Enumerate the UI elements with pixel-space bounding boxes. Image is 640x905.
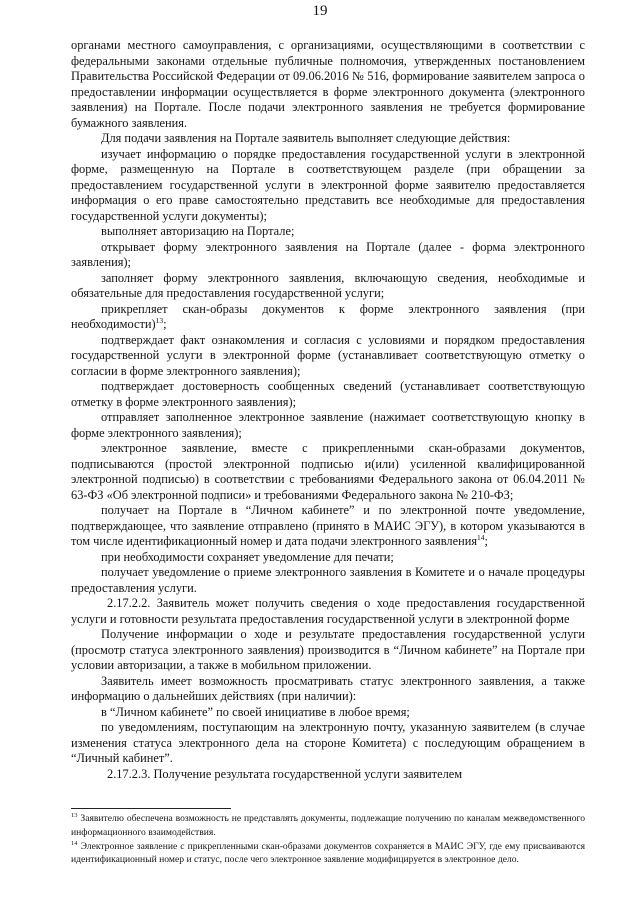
paragraph-text: получает на Портале в “Личном кабинете” и по электронной почте уведомление, подтверждающее, что заявление отправлено (принято в МАИС ЭГУ), в котором указываются в том числе идентификационный номер и дата подачи электронного заявления [71,503,585,548]
section-heading: 2.17.2.3. Получение результата государственной услуги заявителем [107,766,463,781]
paragraph: прикрепляет скан-образы документов к форме электронного заявления (при необходимости)$^{13}$; [71,301,585,331]
footnote-divider [71,808,231,809]
footnote-ref: 14 [477,532,485,542]
paragraph: получает уведомление о приеме электронного заявления в Комитете и о начале процедуры предоставления услуги. [71,565,585,595]
footnote [71,812,585,840]
footnote-number: 14 [71,839,78,847]
paragraph: электронное заявление, вместе с прикрепленными скан-образами документов, подписываются (простой электронной подписью и(или) усиленной квалифицированной электронной подписью) в соответствии с требованиями Федерального закона от 06.04.2011 № 63-ФЗ «Об электронной подписи» и требованиями Федерального закона № 210-ФЗ; [71,441,585,502]
footnote [71,840,585,868]
paragraph: выполняет авторизацию на Портале; [101,224,295,238]
paragraph: при необходимости сохраняет уведомление для печати; [101,549,394,564]
paragraph: Заявитель имеет возможность просматривать статус электронного заявления, а также информацию о дальнейших действиях (при наличии): [71,673,585,703]
paragraph-tail: ; [484,534,488,548]
paragraph: подтверждает факт ознакомления и согласия с условиями и порядком предоставления государственной услуги в электронной форме (устанавливает соответствующую отметку о согласии в форме электронного заявления); [71,332,585,378]
paragraph: в “Личном кабинете” по своей инициативе в любое время; [101,704,410,719]
paragraph: Для подачи заявления на Портале заявитель выполняет следующие действия: [101,131,511,145]
footnote-text: Электронное заявление с прикрепленными скан-образами документов сохраняется в МАИС ЭГУ, где ему присваиваются идентификационный номер и статус, после чего электронное заявление модифицируется в электронное дело. [71,840,585,866]
paragraph: отправляет заполненное электронное заявление (нажимает соответствующую кнопку в форме электронного заявления); [71,410,585,440]
paragraph: подтверждает достоверность сообщенных сведений (устанавливает соответствующую отметку в форме электронного заявления); [71,379,585,409]
paragraph: открывает форму электронного заявления на Портале (далее - форма электронного заявления); [71,239,585,269]
page-number: 19 [312,3,328,19]
paragraph: заполняет форму электронного заявления, включающую сведения, необходимые и обязательные для предоставления государственной услуги; [71,270,585,300]
footnote-ref: 13 [155,315,164,325]
footnotes [71,812,585,867]
paragraph: изучает информацию о порядке предоставления государственной услуги в электронной форме, размещенную на Портале в соответствующем разделе (при обращении за предоставлением государственной услуги в электронной форме заявителю предоставляется информация о его праве самостоятельно представить все необходимые для предоставления государственной услуги документы); [71,146,585,223]
paragraph: Получение информации о ходе и результате предоставления государственной услуги (просмотр статуса электронного заявления) производится в “Личном кабинете” на Портале при условии авторизации, а также в мобильном приложении. [71,627,585,672]
footnote-text: Заявителю обеспечена возможность не представлять документы, подлежащие получению по каналам межведомственного информационного взаимодействия. [71,813,586,838]
paragraph: по уведомлениям, поступающим на электронную почту, указанную заявителем (в случае изменения статуса электронного дела на стороне Комитета) с последующим обращением в “Личный кабинет”. [71,720,585,765]
body-text [71,38,585,782]
footnote-number: 13 [71,811,78,819]
paragraph [71,503,585,550]
section-heading: 2.17.2.2. Заявитель может получить сведения о ходе предоставления государственной услуги и готовности результата предоставления государственной услуги в электронной форме [71,596,585,626]
paragraph-text: прикрепляет скан-образы документов к форме электронного заявления (при необходимости) [71,301,585,331]
paragraph: органами местного самоуправления, с организациями, осуществляющими в соответствии с федеральными законами отдельные публичные полномочия, утвержденных постановлением Правительства Российской Федерации от 09.06.2016 № 516, формирование заявителем запроса о предоставлении информации осуществляется в форме электронного документа (электронного заявления) на Портале. После подачи электронного заявления не требуется формирование бумажного заявления. [71,38,585,130]
